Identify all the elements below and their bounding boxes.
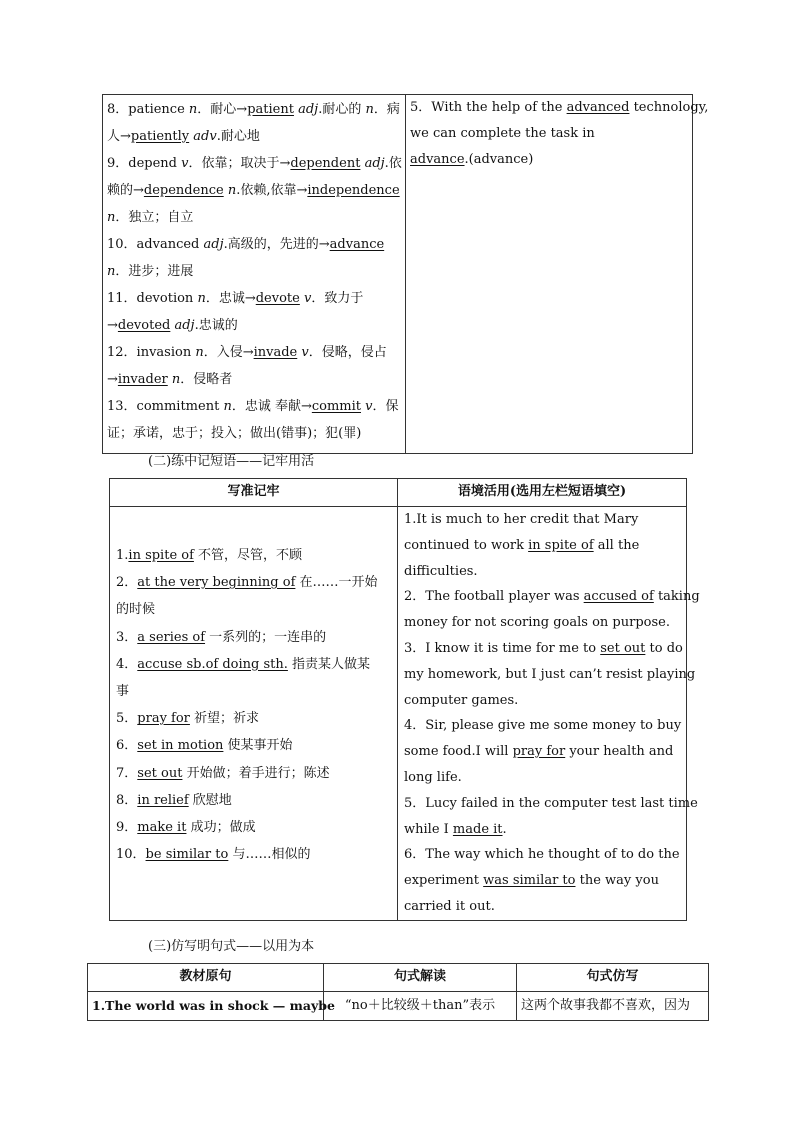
part-of-speech: n: [195, 345, 204, 360]
phrase-line: 1.in spite of 不管，尽管，不顾: [116, 548, 303, 563]
phrase-usage-line: my homework, but I just can’t resist playing: [404, 666, 696, 682]
word-family-line: 证；承诺，忠于；投入；做出(错事)；犯(罪): [107, 426, 362, 441]
answer-blank: in spite of: [528, 537, 594, 553]
answer-blank: was similar to: [483, 873, 576, 889]
answer-blank: devote: [255, 291, 300, 306]
phrase-usage-line: 1.It is much to her credit that Mary: [404, 512, 639, 527]
answer-blank: accuse sb.of doing sth.: [137, 656, 288, 672]
answer-blank: invader: [117, 372, 168, 387]
part-of-speech: adj: [298, 102, 319, 117]
part-of-speech: n: [107, 210, 116, 225]
phrase-usage-line: computer games.: [404, 692, 519, 708]
word-family-line: 10．advanced adj.高级的，先进的→advance: [107, 237, 385, 252]
part-of-speech: n: [107, 264, 116, 279]
answer-blank: made it: [452, 821, 503, 837]
answer-blank: a series of: [137, 629, 206, 645]
phrase-usage-line: some food.I will pray for your health and: [404, 744, 674, 760]
answer-blank: set out: [600, 640, 646, 656]
answer-blank: at the very beginning of: [137, 575, 296, 591]
word-family-line: 12．invasion n．入侵→invade v．侵略，侵占: [107, 345, 387, 360]
word-family-line: 8．patience n．耐心→patient adj.耐心的 n．病: [107, 102, 400, 117]
part-of-speech: v: [365, 399, 373, 414]
context-sentence-list: [410, 95, 709, 172]
phrase-usage-line: 2．The football player was accused of taking: [404, 589, 700, 605]
answer-blank: advance: [410, 151, 465, 167]
pattern-original-sentence: 1.The world was in shock — maybe: [88, 992, 324, 1021]
answer-blank: dependent: [290, 156, 361, 171]
phrase-line: 9．make it 成功；做成: [116, 820, 256, 836]
part-of-speech: n: [223, 399, 232, 414]
phrase-line: 5．pray for 祈望；祈求: [116, 711, 260, 727]
phrase-table-header-2: 语境活用(选用左栏短语填空): [398, 479, 687, 507]
part-of-speech: n: [188, 102, 198, 117]
answer-blank: set out: [137, 765, 183, 781]
word-family-line: →invader n．侵略者: [107, 372, 233, 387]
vocab-table: [102, 94, 709, 454]
part-of-speech: v: [301, 345, 309, 360]
pattern-analysis: “no＋比较级＋than”表示: [324, 992, 517, 1021]
phrase-usage-line: carried it out.: [404, 898, 495, 914]
answer-blank: pray for: [137, 711, 190, 727]
answer-blank: be similar to: [145, 847, 229, 863]
answer-blank: patient: [247, 102, 294, 117]
answer-blank: advanced: [566, 100, 630, 115]
phrase-line: 7．set out 开始做；着手进行；陈述: [116, 765, 330, 781]
section-3-title: (三)仿写明句式——以用为本: [148, 939, 315, 954]
part-of-speech: v: [181, 156, 189, 171]
phrase-usage-line: continued to work in spite of all the: [404, 537, 640, 553]
part-of-speech: adj: [174, 318, 195, 333]
answer-blank: pray for: [512, 744, 566, 760]
word-family-line: n．进步；进展: [107, 264, 194, 279]
part-of-speech: adj: [364, 156, 385, 171]
context-cell: [406, 95, 709, 454]
phrase-list-cell: [110, 507, 398, 921]
phrase-line: 事: [116, 684, 130, 700]
phrase-usage-line: 3．I know it is time for me to set out to do: [404, 640, 683, 656]
answer-blank: make it: [137, 820, 187, 836]
pattern-header-original: 教材原句: [88, 964, 324, 992]
pattern-imitation: 这两个故事我都不喜欢，因为: [517, 992, 709, 1021]
word-family-line: n．独立；自立: [107, 210, 194, 225]
answer-blank: advance: [329, 237, 385, 252]
phrase-usage-line: 5．Lucy failed in the computer test last time: [404, 795, 698, 811]
phrase-line: 10．be similar to 与……相似的: [116, 847, 311, 863]
context-sentence-line: we can complete the task in: [410, 125, 595, 141]
context-sentence-line: advance.(advance): [410, 151, 534, 167]
answer-blank: devoted: [117, 318, 171, 333]
phrase-usage-line: long life.: [404, 769, 462, 785]
phrase-usage-line: while I made it.: [404, 821, 507, 837]
answer-blank: in spite of: [128, 548, 194, 563]
phrase-list: [116, 507, 393, 868]
word-family-list: [107, 96, 401, 447]
phrase-line: 6．set in motion 使某事开始: [116, 738, 293, 754]
vocab-cell: [103, 95, 406, 454]
part-of-speech: n: [227, 183, 237, 198]
word-family-line: 人→patiently adv.耐心地: [107, 129, 260, 144]
answer-blank: set in motion: [137, 738, 224, 754]
part-of-speech: n: [171, 372, 181, 387]
word-family-line: 13．commitment n．忠诚 奉献→commit v．保: [107, 399, 399, 414]
word-family-line: 11．devotion n．忠诚→devote v．致力于: [107, 291, 364, 306]
phrase-line: 2．at the very beginning of 在……一开始: [116, 575, 378, 591]
phrase-line: 的时候: [116, 602, 156, 618]
phrase-usage-cell: [398, 507, 700, 921]
answer-blank: in relief: [137, 792, 189, 808]
answer-blank: independence: [307, 183, 400, 198]
phrase-line: 3．a series of 一系列的；一连串的: [116, 629, 327, 645]
part-of-speech: adj: [203, 237, 224, 252]
part-of-speech: n: [197, 291, 206, 306]
phrase-usage-line: 6．The way which he thought of to do the: [404, 847, 680, 863]
context-sentence-line: 5．With the help of the advanced technology,: [410, 100, 709, 115]
word-family-line: 9．depend v．依靠；取决于→dependent adj.依: [107, 156, 402, 171]
answer-blank: accused of: [583, 589, 654, 605]
pattern-header-imitation: 句式仿写: [517, 964, 709, 992]
sentence-pattern-table: [87, 963, 709, 1021]
word-family-line: →devoted adj.忠诚的: [107, 318, 238, 333]
phrase-table: [109, 478, 700, 921]
phrase-usage-line: 4．Sir, please give me some money to buy: [404, 718, 682, 734]
part-of-speech: v: [303, 291, 312, 306]
answer-blank: invade: [253, 345, 298, 360]
phrase-table-header-1: 写准记牢: [110, 479, 398, 507]
section-2-title: (二)练中记短语——记牢用活: [148, 454, 315, 469]
part-of-speech: adv: [193, 129, 217, 144]
pattern-header-analysis: 句式解读: [324, 964, 517, 992]
phrase-usage-line: experiment was similar to the way you: [404, 873, 659, 889]
phrase-usage-line: money for not scoring goals on purpose.: [404, 615, 670, 631]
answer-blank: commit: [311, 399, 361, 414]
part-of-speech: n: [365, 102, 374, 117]
phrase-usage-list: [404, 507, 700, 920]
answer-blank: dependence: [143, 183, 224, 198]
answer-blank: patiently: [130, 129, 190, 144]
phrase-line: 4．accuse sb.of doing sth. 指责某人做某: [116, 656, 371, 672]
phrase-line: 8．in relief 欣慰地: [116, 792, 232, 808]
word-family-line: 赖的→dependence n.依赖,依靠→independence: [107, 183, 400, 198]
phrase-usage-line: difficulties.: [404, 563, 478, 579]
